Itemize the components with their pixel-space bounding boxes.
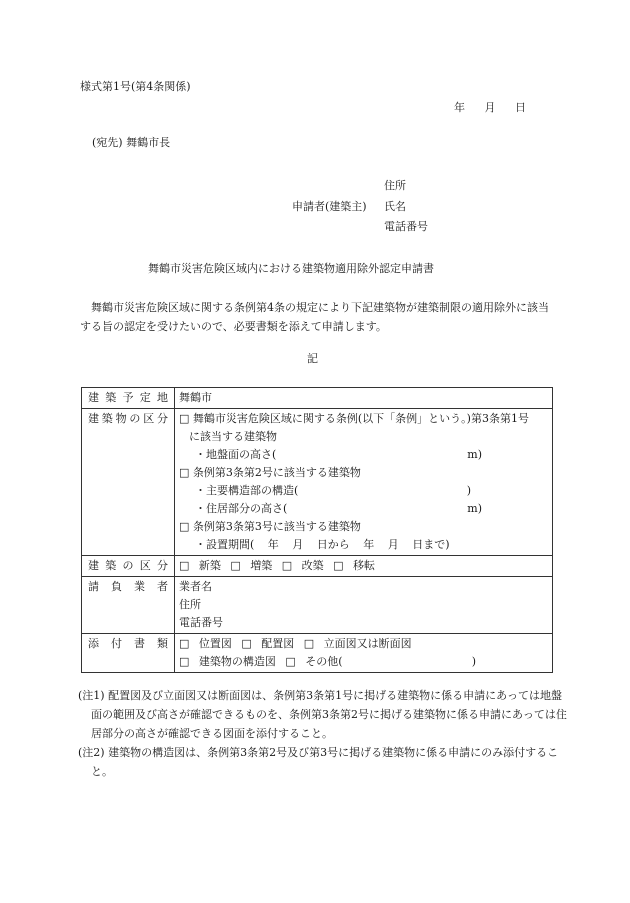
date-line: 年 月 日 (454, 101, 526, 114)
contractor-label: 請負業者 (82, 577, 175, 634)
category-option-1-cont: に該当する建築物 (189, 430, 277, 443)
table-row-site (82, 388, 553, 409)
table-row-construction (82, 556, 553, 577)
document-title: 舞鶴市災害危険区域内における建築物適用除外認定申請書 (148, 262, 434, 275)
note-2: (注2) 建築物の構造図は、条例第3条第2号及び第3号に掲げる建築物に係る申請にのみ添付すること。 (78, 746, 559, 778)
applicant-role: 申請者(建築主) (292, 200, 367, 213)
structure-close: ) (466, 484, 471, 497)
table-row-attachments (82, 634, 553, 673)
contractor-address-label: 住所 (179, 598, 201, 611)
ground-height-row (179, 446, 548, 464)
contractor-phone-label: 電話番号 (179, 616, 223, 629)
note-1: (注1) 配置図及び立面図又は断面図は、条例第3条第1号に掲げる建築物に係る申請にあっては地盤面の範囲及び高さが確認できるものを、条例第3条第2号に掲げる建築物に係る申請にあっては住居部分の高さが確認できる図面を添付すること。 (78, 689, 567, 740)
attachments-other: □ 建築物の構造図 □ その他( (179, 655, 343, 668)
site-label: 建築予定地 (82, 388, 175, 409)
category-option-2: □ 条例第3条第2号に該当する建築物 (179, 466, 361, 479)
attachments-cell (175, 634, 553, 673)
residence-height-unit: m) (467, 502, 482, 515)
addressee: (宛先) 舞鶴市長 (92, 136, 171, 149)
attachments-label: 添付書類 (82, 634, 175, 673)
construction-label: 建築の区分 (82, 556, 175, 577)
table-row-contractor (82, 577, 553, 634)
structure-label: ・主要構造部の構造( (195, 484, 299, 497)
ground-height-label: ・地盤面の高さ( (195, 448, 277, 461)
applicant-name-label: 氏名 (384, 200, 406, 213)
category-option-1: □ 舞鶴市災害危険区域に関する条例(以下「条例」という。)第3条第1号 (179, 412, 529, 425)
structure-row (179, 482, 548, 500)
intro-paragraph: 舞鶴市災害危険区域に関する条例第4条の規定により下記建築物が建築制限の適用除外に該当する旨の認定を受けたいので、必要書類を添えて申請します。 (80, 301, 549, 333)
applicant-address-label: 住所 (384, 179, 406, 192)
residence-height-row (179, 500, 548, 518)
contractor-name-label: 業者名 (179, 580, 212, 593)
attachments-other-close: ) (471, 655, 476, 668)
table-row-category (82, 409, 553, 556)
ground-height-unit: m) (467, 448, 482, 461)
category-option-3: □ 条例第3条第3号に該当する建築物 (179, 520, 361, 533)
residence-height-label: ・住居部分の高さ( (195, 502, 288, 515)
category-cell (175, 409, 553, 556)
attachments-line-2 (179, 653, 548, 671)
category-label: 建築物の区分 (82, 409, 175, 556)
contractor-cell (175, 577, 553, 634)
application-table (81, 387, 553, 673)
applicant-phone-label: 電話番号 (384, 220, 428, 233)
ki-heading: 記 (307, 352, 318, 365)
form-number: 様式第1号(第4条関係) (80, 80, 191, 93)
attachments-line-1: □ 位置図 □ 配置図 □ 立面図又は断面図 (179, 637, 412, 650)
site-value: 舞鶴市 (175, 388, 553, 409)
installation-period: ・設置期間( 年 月 日から 年 月 日まで) (195, 538, 450, 551)
construction-options: □ 新築 □ 増築 □ 改築 □ 移転 (175, 556, 553, 577)
